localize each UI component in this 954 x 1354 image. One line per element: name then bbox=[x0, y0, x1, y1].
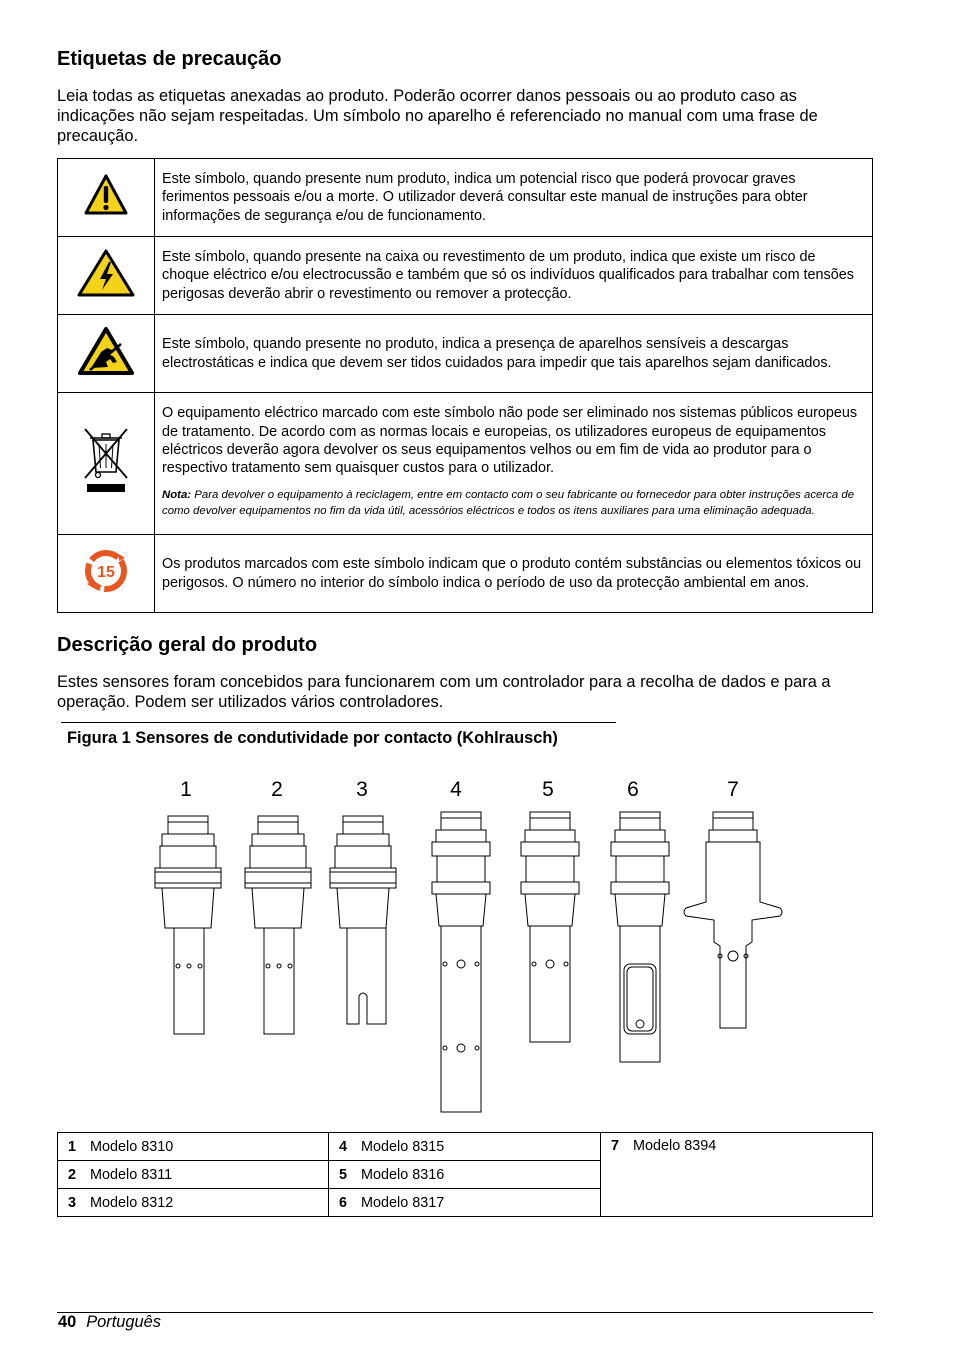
sensors-figure bbox=[140, 770, 800, 1120]
symbol-row bbox=[58, 393, 873, 535]
callout-3: 3 bbox=[356, 778, 368, 801]
legend-number: 5 bbox=[339, 1166, 348, 1183]
callout-1: 1 bbox=[180, 778, 192, 801]
sensor-8394-drawing bbox=[684, 812, 782, 1028]
legend-number: 3 bbox=[68, 1194, 77, 1211]
symbol-description: Os produtos marcados com este símbolo indicam que o produto contém substâncias ou elementos tóxicos ou perigosos. O número no interior do símbolo indica o período de uso da protecção ambiental em anos. bbox=[155, 535, 873, 613]
symbol-row bbox=[58, 237, 873, 315]
legend-label: Modelo 8311 bbox=[90, 1166, 173, 1183]
footer-rule bbox=[57, 1312, 873, 1313]
legend-item bbox=[601, 1133, 873, 1217]
sensor-8310-drawing bbox=[155, 816, 221, 1034]
sensor-8316-drawing bbox=[521, 812, 579, 1042]
figure-caption: Figura 1 Sensores de condutividade por contacto (Kohlrausch) bbox=[67, 729, 558, 747]
symbol-row bbox=[58, 535, 873, 613]
legend-label: Modelo 8315 bbox=[361, 1138, 445, 1155]
section-title-precaution: Etiquetas de precaução bbox=[57, 48, 282, 70]
legend-number: 6 bbox=[339, 1194, 348, 1211]
electric-shock-icon bbox=[58, 237, 155, 315]
legend-label: Modelo 8317 bbox=[361, 1194, 445, 1211]
symbol-description: Este símbolo, quando presente na caixa ou revestimento de um produto, indica que existe um risco de choque eléctrico e/ou electrocussão e também que só os indivíduos qualificados para trabalhar com tensões perigosas deverão abrir o revestimento ou remover a protecção. bbox=[155, 237, 873, 315]
note bbox=[162, 487, 862, 519]
legend-item bbox=[329, 1189, 601, 1217]
figure-rule bbox=[61, 722, 616, 723]
epup-15-icon bbox=[58, 535, 155, 613]
callout-4: 4 bbox=[450, 778, 462, 801]
overview-intro: Estes sensores foram concebidos para funcionarem com um controlador para a recolha de dados e para a operação. Podem ser utilizados vários controladores. bbox=[57, 673, 831, 711]
legend-number: 4 bbox=[339, 1138, 348, 1155]
symbol-row bbox=[58, 315, 873, 393]
sensor-8312-drawing bbox=[330, 816, 396, 1024]
legend-number: 7 bbox=[611, 1138, 620, 1154]
legend-label: Modelo 8316 bbox=[361, 1166, 445, 1183]
epup-number: 15 bbox=[97, 564, 115, 581]
page-number: 40 bbox=[58, 1313, 77, 1331]
esd-sensitive-icon bbox=[58, 315, 155, 393]
warning-triangle-icon bbox=[58, 159, 155, 237]
symbol-description: Este símbolo, quando presente num produto, indica um potencial risco que poderá provocar graves ferimentos pessoais e/ou a morte. O utilizador deverá consultar este manual de instruções para obter informações de segurança e/ou de funcionamento. bbox=[155, 159, 873, 237]
legend-number: 1 bbox=[68, 1138, 77, 1155]
legend-item bbox=[58, 1133, 329, 1161]
callout-2: 2 bbox=[271, 778, 283, 801]
section-title-overview: Descrição geral do produto bbox=[57, 634, 318, 656]
legend-item bbox=[329, 1161, 601, 1189]
legend-item bbox=[58, 1189, 329, 1217]
sensor-8317-drawing bbox=[611, 812, 669, 1062]
legend-label: Modelo 8310 bbox=[90, 1138, 174, 1155]
figure-legend-table bbox=[57, 1132, 873, 1217]
callout-6: 6 bbox=[627, 778, 639, 801]
legend-label: Modelo 8312 bbox=[90, 1194, 174, 1211]
callout-5: 5 bbox=[542, 778, 554, 801]
symbol-row bbox=[58, 159, 873, 237]
note-text: Para devolver o equipamento à reciclagem, entre em contacto com o seu fabricante ou fornecedor para obter instruções acerca de como devolver equipamentos no fim da vida útil, acessórios eléctricos e todos os itens auxiliares para uma eliminação adequada. bbox=[162, 488, 855, 517]
sensor-8315-drawing bbox=[432, 812, 490, 1112]
legend-label: Modelo 8394 bbox=[633, 1138, 717, 1154]
symbol-description: O equipamento eléctrico marcado com este símbolo não pode ser eliminado nos sistemas públicos europeus de tratamento. De acordo com as normas locais e europeias, os utilizadores europeus de equipamentos eléctricos deverão agora devolver os seus equipamentos velhos ou em fim de vida ao produtor para o respectivo tratamento sem quaisquer custos para o utilizador. bbox=[162, 405, 858, 477]
weee-crossed-bin-icon bbox=[58, 393, 155, 535]
precaution-intro: Leia todas as etiquetas anexadas ao produto. Poderão ocorrer danos pessoais ou ao produto caso as indicações não sejam respeitadas. Um símbolo no aparelho é referenciado no manual com uma frase de precaução. bbox=[57, 87, 818, 145]
note-label: Nota: bbox=[162, 488, 192, 501]
page-footer bbox=[58, 1313, 161, 1332]
legend-item bbox=[58, 1161, 329, 1189]
symbols-table bbox=[57, 158, 873, 613]
symbol-description: Este símbolo, quando presente no produto, indica a presença de aparelhos sensíveis a descargas electrostáticas e indica que devem ser tidos cuidados para impedir que tais aparelhos sejam danificados. bbox=[155, 315, 873, 393]
footer-language: Português bbox=[86, 1313, 161, 1331]
sensor-8311-drawing bbox=[245, 816, 311, 1034]
legend-number: 2 bbox=[68, 1166, 77, 1183]
legend-item bbox=[329, 1133, 601, 1161]
callout-7: 7 bbox=[727, 778, 739, 801]
